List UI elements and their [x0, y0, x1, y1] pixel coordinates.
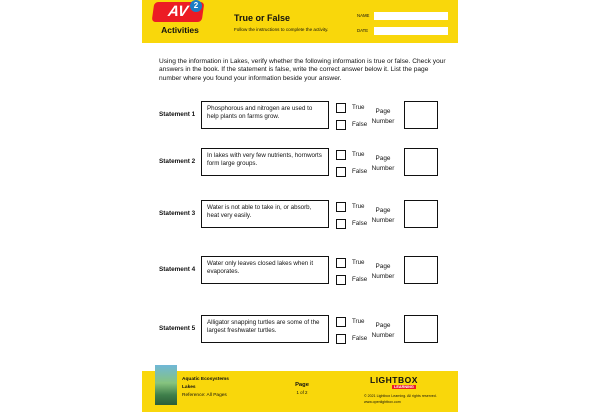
- page-number-label: Page Number: [371, 322, 395, 339]
- statement-label: Statement 1: [159, 111, 196, 118]
- false-label: False: [352, 220, 368, 227]
- true-label: True: [352, 151, 365, 158]
- page-number-box[interactable]: [404, 315, 438, 343]
- copyright-text: © 2021 Lightbox Learning. All rights reserved.: [364, 394, 437, 398]
- page-number-label: Page Number: [371, 207, 395, 224]
- true-checkbox[interactable]: [336, 103, 346, 113]
- book-title: Lakes: [182, 385, 196, 390]
- reference-text: Reference: All Pages: [182, 393, 227, 398]
- page-title: True or False: [234, 13, 291, 23]
- page-number-label: Page Number: [371, 263, 395, 280]
- false-checkbox[interactable]: [336, 334, 346, 344]
- lightbox-logo-sub: LEARNING: [394, 385, 414, 389]
- page-number-label: Page Number: [371, 155, 395, 172]
- false-label: False: [352, 168, 368, 175]
- page-count: 1 of 2: [296, 390, 308, 395]
- statement-row: [142, 256, 458, 286]
- date-label: DATE: [357, 28, 369, 33]
- page-number-box[interactable]: [404, 148, 438, 176]
- statement-text: In lakes with very few nutrients, hornworts form large groups.: [201, 148, 329, 176]
- website-link[interactable]: www.openlightbox.com: [364, 400, 401, 404]
- statement-label: Statement 5: [159, 325, 196, 332]
- true-checkbox[interactable]: [336, 258, 346, 268]
- name-field[interactable]: [374, 12, 448, 20]
- true-label: True: [352, 104, 365, 111]
- logo-text: AV: [167, 3, 190, 20]
- section-label: Activities: [161, 25, 199, 35]
- false-label: False: [352, 335, 368, 342]
- page-number-label: Page Number: [371, 108, 395, 125]
- statement-label: Statement 2: [159, 158, 196, 165]
- statement-row: [142, 200, 458, 230]
- statement-text: Alligator snapping turtles are some of the largest freshwater turtles.: [201, 315, 329, 343]
- statement-row: [142, 101, 458, 131]
- statement-text: Water is not able to take in, or absorb, heat very easily.: [201, 200, 329, 228]
- header-instruction: Follow the instructions to complete the activity.: [234, 27, 329, 32]
- page-number-box[interactable]: [404, 200, 438, 228]
- date-field[interactable]: [374, 27, 448, 35]
- statement-row: [142, 315, 458, 345]
- worksheet: [142, 0, 458, 412]
- book-cover-image: [155, 365, 177, 405]
- true-label: True: [352, 259, 365, 266]
- name-label: NAME: [357, 13, 370, 18]
- page-number-box[interactable]: [404, 101, 438, 129]
- statement-row: [142, 148, 458, 178]
- true-label: True: [352, 203, 365, 210]
- logo-number: 2: [190, 0, 202, 12]
- statement-text: Water only leaves closed lakes when it evaporates.: [201, 256, 329, 284]
- header-bar: [142, 0, 458, 43]
- false-checkbox[interactable]: [336, 167, 346, 177]
- false-checkbox[interactable]: [336, 219, 346, 229]
- false-label: False: [352, 276, 368, 283]
- true-checkbox[interactable]: [336, 202, 346, 212]
- series-title: Aquatic Ecosystems: [182, 377, 229, 382]
- lightbox-logo: LIGHTBOX: [370, 375, 418, 385]
- statement-label: Statement 4: [159, 266, 196, 273]
- statement-label: Statement 3: [159, 210, 196, 217]
- false-label: False: [352, 121, 368, 128]
- statement-text: Phosphorous and nitrogen are used to help plants on farms grow.: [201, 101, 329, 129]
- footer-bar: [142, 371, 458, 412]
- false-checkbox[interactable]: [336, 275, 346, 285]
- true-checkbox[interactable]: [336, 317, 346, 327]
- page-number-box[interactable]: [404, 256, 438, 284]
- true-label: True: [352, 318, 365, 325]
- page-label: Page: [295, 382, 309, 388]
- false-checkbox[interactable]: [336, 120, 346, 130]
- true-checkbox[interactable]: [336, 150, 346, 160]
- intro-instructions: Using the information in Lakes, verify whether the following information is true or false. Check your answers in the book. If the statement is false, write the correct answer below it. List the page number where you found your information beside your answer.: [159, 58, 446, 82]
